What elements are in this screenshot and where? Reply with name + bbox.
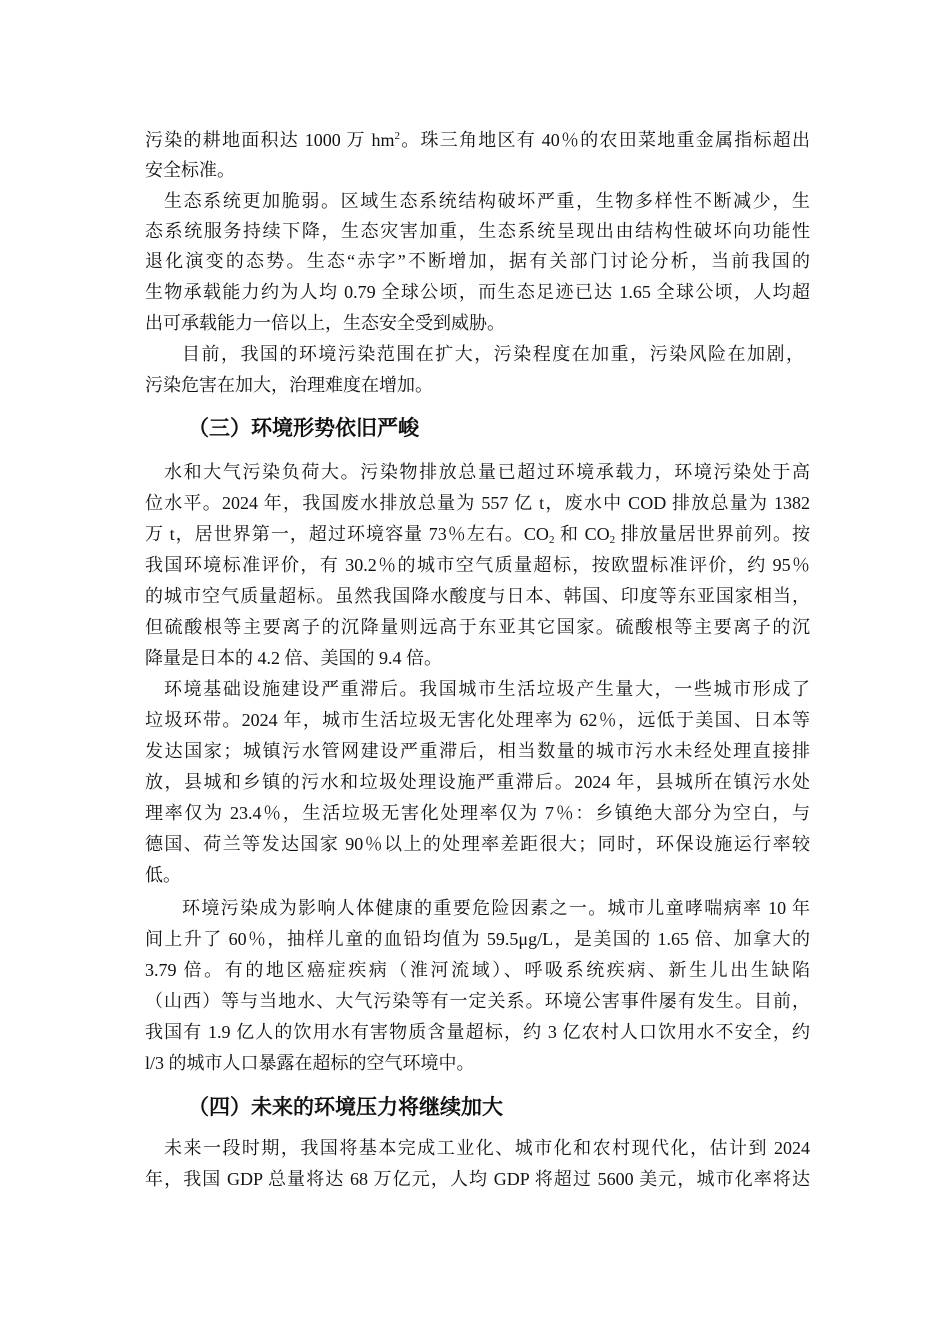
paragraph-5-line-2: 垃圾环带。2024 年，城市生活垃圾无害化处理率为 62％，远低于美国、日本等: [145, 710, 810, 730]
paragraph-4-line-7: 降量是日本的 4.2 倍、美国的 9.4 倍。: [145, 648, 442, 668]
text-span: 排放量居世界前列。按: [615, 524, 810, 544]
paragraph-3-line-2: 污染危害在加大，治理难度在增加。: [145, 375, 433, 395]
paragraph-2-line-1: 生态系统更加脆弱。区域生态系统结构破坏严重，生物多样性不断减少，生: [164, 191, 810, 211]
paragraph-4-line-1: 水和大气污染负荷大。污染物排放总量已超过环境承载力，环境污染处于高: [164, 462, 810, 482]
paragraph-4-line-4: 我国环境标准评价，有 30.2％的城市空气质量超标，按欧盟标准评价，约 95％: [145, 555, 810, 575]
paragraph-6-line-4: （山西）等与当地水、大气污染等有一定关系。环境公害事件屡有发生。目前，: [145, 991, 810, 1011]
section-heading-4: （四）未来的环境压力将继续加大: [188, 1095, 503, 1119]
paragraph-2-line-5: 出可承载能力一倍以上，生态安全受到威胁。: [145, 313, 505, 333]
paragraph-2-line-4: 生物承载能力约为人均 0.79 全球公顷，而生态足迹已达 1.65 全球公顷，人均超: [145, 282, 810, 302]
subscript: 2: [609, 534, 616, 546]
paragraph-6-line-1: 环境污染成为影响人体健康的重要危险因素之一。城市儿童哮喘病率 10 年: [182, 898, 810, 918]
paragraph-5-line-4: 放，县城和乡镇的污水和垃圾处理设施严重滞后。2024 年，县城所在镇污水处: [145, 772, 810, 792]
subscript: 2: [548, 534, 555, 546]
paragraph-4-line-6: 但硫酸根等主要离子的沉降量则远高于东亚其它国家。硫酸根等主要离子的沉: [145, 617, 810, 637]
paragraph-4-line-5: 的城市空气质量超标。虽然我国降水酸度与日本、韩国、印度等东亚国家相当，: [145, 586, 810, 606]
text-span: 污染的耕地面积达 1000 万 hm: [145, 130, 395, 150]
paragraph-2-line-3: 退化演变的态势。生态“赤字”不断增加，据有关部门讨论分析，当前我国的: [145, 251, 810, 271]
paragraph-2-line-2: 态系统服务持续下降，生态灾害加重，生态系统呈现出由结构性破坏向功能性: [145, 221, 810, 241]
paragraph-4-line-2: 位水平。2024 年，我国废水排放总量为 557 亿 t，废水中 COD 排放总量为 1382: [145, 493, 810, 513]
paragraph-5-line-6: 德国、荷兰等发达国家 90％以上的处理率差距很大；同时，环保设施运行率较: [145, 834, 810, 854]
section-heading-3: （三）环境形势依旧严峻: [188, 416, 419, 440]
superscript: 2: [394, 130, 400, 142]
paragraph-1-line-1: [145, 125, 810, 155]
paragraph-6-line-3: 3.79 倍。有的地区癌症疾病（淮河流域）、呼吸系统疾病、新生儿出生缺陷: [145, 960, 810, 980]
paragraph-5-line-7: 低。: [145, 865, 181, 885]
paragraph-3-line-1: 目前，我国的环境污染范围在扩大，污染程度在加重，污染风险在加剧，: [182, 344, 804, 364]
paragraph-6-line-5: 我国有 1.9 亿人的饮用水有害物质含量超标，约 3 亿农村人口饮用水不安全，约: [145, 1022, 810, 1042]
paragraph-6-line-2: 间上升了 60％，抽样儿童的血铅均值为 59.5μg/L，是美国的 1.65 倍、加拿大的: [145, 929, 810, 949]
text-span: 万 t，居世界第一，超过环境容量 73％左右。CO: [145, 524, 549, 544]
paragraph-5-line-1: 环境基础设施建设严重滞后。我国城市生活垃圾产生量大，一些城市形成了: [164, 679, 810, 699]
text-span: 。珠三角地区有 40％的农田菜地重金属指标超出: [400, 130, 810, 150]
paragraph-7-line-2: 年，我国 GDP 总量将达 68 万亿元，人均 GDP 将超过 5600 美元，城市化率将达: [145, 1169, 810, 1189]
paragraph-5-line-5: 理率仅为 23.4％，生活垃圾无害化处理率仅为 7％：乡镇绝大部分为空白，与: [145, 803, 810, 823]
paragraph-7-line-1: 未来一段时期，我国将基本完成工业化、城市化和农村现代化，估计到 2024: [164, 1138, 810, 1158]
paragraph-5-line-3: 发达国家；城镇污水管网建设严重滞后，相当数量的城市污水未经处理直接排: [145, 741, 810, 761]
paragraph-6-line-6: l/3 的城市人口暴露在超标的空气环境中。: [145, 1053, 475, 1073]
paragraph-1-line-2: 安全标准。: [145, 160, 235, 180]
text-span: 和 CO: [554, 524, 610, 544]
paragraph-4-line-3: [145, 519, 810, 549]
